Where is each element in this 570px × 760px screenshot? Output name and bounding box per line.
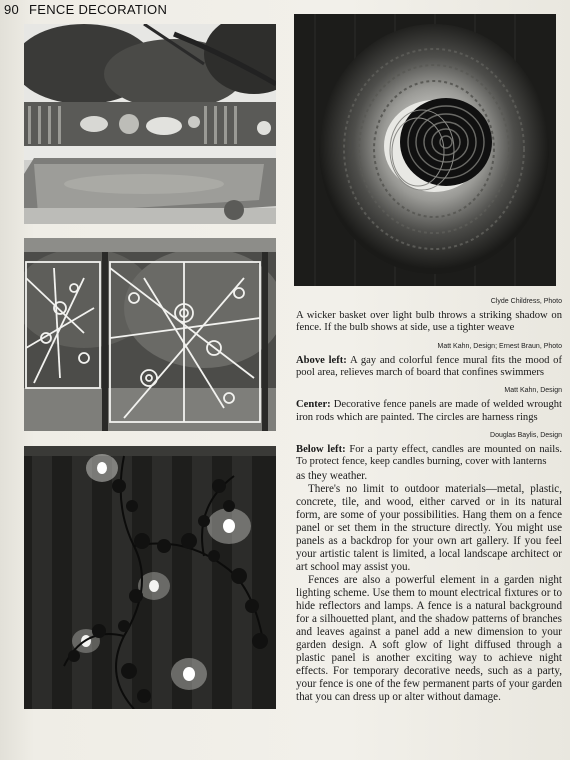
page-title: FENCE DECORATION bbox=[28, 2, 168, 17]
page-number: 90 bbox=[4, 2, 20, 17]
article-body bbox=[296, 470, 562, 704]
caption-text bbox=[296, 444, 562, 468]
body-paragraph: Fences are also a powerful element in a garden night lighting scheme. Use them to mount electrical fixtures or to hide reflectors and lamps. A fence is a natural background for a silhouetted plant, and the shadow patterns of branches and leaves against a panel add a new dimension to your garden design. A soft glow of light diffused through a plastic panel is another exciting way to achieve night effects. For temporary decorative needs, such as a party, your fence is one of the few permanent parts of your garden that you can dress up or alter without damage. bbox=[296, 574, 562, 703]
caption-text bbox=[296, 355, 562, 379]
caption-below-left bbox=[296, 430, 562, 469]
pool-fence-mural-photo bbox=[24, 24, 276, 224]
caption-center bbox=[296, 385, 562, 424]
caption-body: Decorative fence panels are made of welded wrought iron rods which are painted. The circles are harness rings bbox=[296, 399, 562, 423]
caption-body: For a party effect, candles are mounted on nails. To protect fence, keep candles burning, cover with lanterns bbox=[296, 444, 562, 468]
photo-credit: Clyde Childress, Photo bbox=[490, 298, 562, 305]
photo-captions bbox=[296, 296, 562, 474]
wicker-basket-shadow-photo bbox=[294, 14, 556, 286]
page-header bbox=[4, 2, 167, 17]
photo-credit: Matt Kahn, Design bbox=[504, 387, 562, 395]
body-paragraph: as they weather. bbox=[296, 470, 368, 482]
caption-text bbox=[296, 310, 562, 334]
caption-text bbox=[296, 399, 562, 423]
candles-on-fence-photo bbox=[24, 446, 276, 709]
caption-lead: Center: bbox=[296, 399, 331, 411]
caption-body: A gay and colorful fence mural fits the mood of pool area, relieves march of board that confines swimmers bbox=[296, 354, 562, 379]
caption-lead: Above left: bbox=[296, 354, 347, 366]
photo-credit: Matt Kahn, Design; Ernest Braun, Photo bbox=[437, 342, 562, 350]
photo-credit: Douglas Baylis, Design bbox=[490, 431, 562, 439]
caption-body: A wicker basket over light bulb throws a striking shadow on fence. If the bulb shows at side, use a tighter weave bbox=[296, 310, 562, 334]
caption-basket bbox=[296, 296, 562, 335]
caption-lead: Below left: bbox=[296, 444, 346, 456]
caption-above-left bbox=[296, 341, 562, 380]
body-paragraph: There's no limit to outdoor materials—metal, plastic, concrete, tile, and wood, either carved or in its natural form, are some of your possibilities. Hang them on a fence panel or set them in the structure directly. You might use panels as a backdrop for your own art gallery. If you feel your artistic talent is limited, a local landscape architect or art school may assist you. bbox=[296, 483, 562, 573]
iron-fence-panels-photo bbox=[24, 238, 276, 431]
